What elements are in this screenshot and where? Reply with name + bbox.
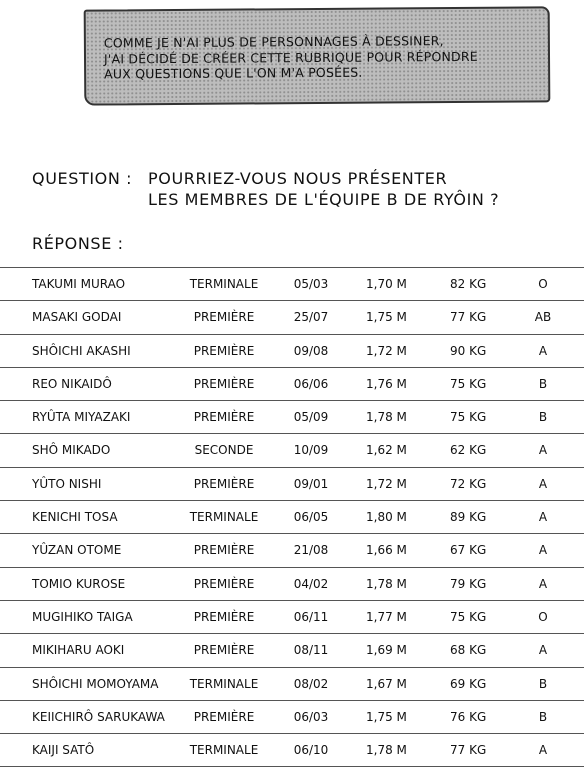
player-birthday: 09/01	[293, 476, 329, 491]
table-row	[0, 367, 584, 400]
player-name: YÛTO NISHI	[32, 476, 102, 491]
player-blood-type: O	[538, 609, 548, 624]
player-class: PREMIÈRE	[193, 609, 255, 624]
player-name: SHÔICHI MOMOYAMA	[32, 676, 159, 691]
table-row	[0, 667, 584, 700]
caption-line: J'AI DÉCIDÉ DE CRÉER CETTE RUBRIQUE POUR RÉPONDRE	[103, 48, 478, 66]
player-height: 1,67 M	[366, 676, 407, 691]
table-row	[0, 533, 584, 566]
player-weight: 67 KG	[450, 543, 487, 558]
player-class: TERMINALE	[189, 743, 259, 758]
table-row	[0, 600, 584, 633]
player-height: 1,78 M	[366, 576, 407, 591]
player-class: SECONDE	[194, 443, 254, 458]
player-class: TERMINALE	[189, 676, 259, 691]
player-name: SHÔ MIKADO	[32, 443, 111, 458]
caption-box	[84, 6, 551, 105]
player-class: PREMIÈRE	[193, 709, 255, 724]
player-weight: 69 KG	[450, 676, 487, 691]
player-weight: 79 KG	[450, 576, 487, 591]
player-birthday: 08/11	[293, 643, 329, 658]
player-name: RYÛTA MIYAZAKI	[32, 410, 131, 425]
player-weight: 75 KG	[450, 410, 487, 425]
player-blood-type: B	[538, 376, 548, 391]
caption-line: AUX QUESTIONS QUE L'ON M'A POSÉES.	[104, 64, 363, 82]
player-table	[0, 267, 584, 767]
player-class: PREMIÈRE	[193, 410, 255, 425]
player-weight: 89 KG	[450, 510, 487, 525]
player-height: 1,62 M	[366, 443, 407, 458]
table-row	[0, 267, 584, 300]
player-blood-type: A	[538, 576, 548, 591]
table-row	[0, 300, 584, 333]
player-name: TAKUMI MURAO	[32, 277, 126, 291]
player-blood-type: A	[538, 510, 548, 525]
player-name: KENICHI TOSA	[32, 510, 118, 525]
player-weight: 82 KG	[450, 277, 487, 291]
player-weight: 90 KG	[450, 343, 487, 358]
question-label: QUESTION :	[32, 169, 133, 188]
question-text-line-2: LES MEMBRES DE L'ÉQUIPE B DE RYÔIN ?	[148, 190, 500, 209]
player-height: 1,69 M	[366, 643, 407, 658]
player-birthday: 09/08	[293, 343, 329, 358]
player-birthday: 25/07	[293, 310, 329, 325]
table-row	[0, 700, 584, 733]
player-birthday: 08/02	[293, 676, 329, 691]
player-blood-type: B	[538, 676, 548, 691]
player-blood-type: B	[538, 410, 548, 425]
player-blood-type: A	[538, 743, 548, 758]
player-weight: 68 KG	[450, 643, 487, 658]
player-height: 1,75 M	[366, 709, 407, 724]
player-class: TERMINALE	[189, 510, 259, 525]
table-row	[0, 733, 584, 767]
player-blood-type: A	[538, 643, 548, 658]
player-height: 1,78 M	[366, 410, 407, 425]
player-height: 1,77 M	[366, 609, 407, 624]
table-row	[0, 400, 584, 433]
player-class: PREMIÈRE	[193, 543, 255, 558]
player-class: TERMINALE	[189, 277, 259, 291]
player-height: 1,72 M	[366, 476, 407, 491]
question-text-line-1: POURRIEZ-VOUS NOUS PRÉSENTER	[148, 169, 448, 188]
player-weight: 77 KG	[450, 743, 487, 758]
player-height: 1,75 M	[366, 310, 407, 325]
player-birthday: 06/11	[293, 609, 329, 624]
player-name: SHÔICHI AKASHI	[32, 343, 131, 358]
player-name: TOMIO KUROSE	[32, 576, 126, 591]
player-class: PREMIÈRE	[193, 643, 255, 658]
player-birthday: 06/06	[293, 376, 329, 391]
player-birthday: 06/05	[293, 510, 329, 525]
player-class: PREMIÈRE	[193, 343, 255, 358]
player-blood-type: A	[538, 343, 548, 358]
player-height: 1,76 M	[366, 376, 407, 391]
player-name: REO NIKAIDÔ	[32, 376, 112, 391]
player-weight: 62 KG	[450, 443, 487, 458]
player-birthday: 21/08	[293, 543, 329, 558]
player-blood-type: O	[538, 277, 548, 291]
table-row	[0, 433, 584, 466]
table-row	[0, 334, 584, 367]
caption-text	[104, 33, 524, 82]
player-name: MUGIHIKO TAIGA	[32, 609, 133, 624]
player-blood-type: AB	[534, 310, 552, 325]
player-class: PREMIÈRE	[193, 476, 255, 491]
player-blood-type: B	[538, 709, 548, 724]
player-birthday: 06/03	[293, 709, 329, 724]
player-height: 1,80 M	[366, 510, 407, 525]
player-blood-type: A	[538, 476, 548, 491]
player-blood-type: A	[538, 443, 548, 458]
player-birthday: 04/02	[293, 576, 329, 591]
player-name: KAIJI SATÔ	[32, 743, 95, 758]
player-name: KEIICHIRÔ SARUKAWA	[32, 709, 165, 724]
player-height: 1,72 M	[366, 343, 407, 358]
player-height: 1,70 M	[366, 277, 407, 291]
player-height: 1,66 M	[366, 543, 407, 558]
table-row	[0, 500, 584, 533]
player-name: MASAKI GODAI	[32, 310, 122, 325]
player-height: 1,78 M	[366, 743, 407, 758]
table-row	[0, 467, 584, 500]
table-row	[0, 633, 584, 666]
player-name: MIKIHARU AOKI	[32, 643, 125, 658]
player-weight: 75 KG	[450, 609, 487, 624]
player-birthday: 05/09	[293, 410, 329, 425]
player-weight: 76 KG	[450, 709, 487, 724]
player-class: PREMIÈRE	[193, 310, 255, 325]
player-birthday: 10/09	[293, 443, 329, 458]
player-birthday: 05/03	[293, 277, 329, 291]
player-birthday: 06/10	[293, 743, 329, 758]
player-weight: 72 KG	[450, 476, 487, 491]
player-class: PREMIÈRE	[193, 376, 255, 391]
caption-line: COMME JE N'AI PLUS DE PERSONNAGES À DESSINER,	[103, 33, 444, 51]
player-weight: 77 KG	[450, 310, 487, 325]
player-name: YÛZAN OTOME	[32, 543, 122, 558]
player-weight: 75 KG	[450, 376, 487, 391]
player-blood-type: A	[538, 543, 548, 558]
player-class: PREMIÈRE	[193, 576, 255, 591]
answer-label: RÉPONSE :	[32, 234, 124, 253]
table-row	[0, 567, 584, 600]
